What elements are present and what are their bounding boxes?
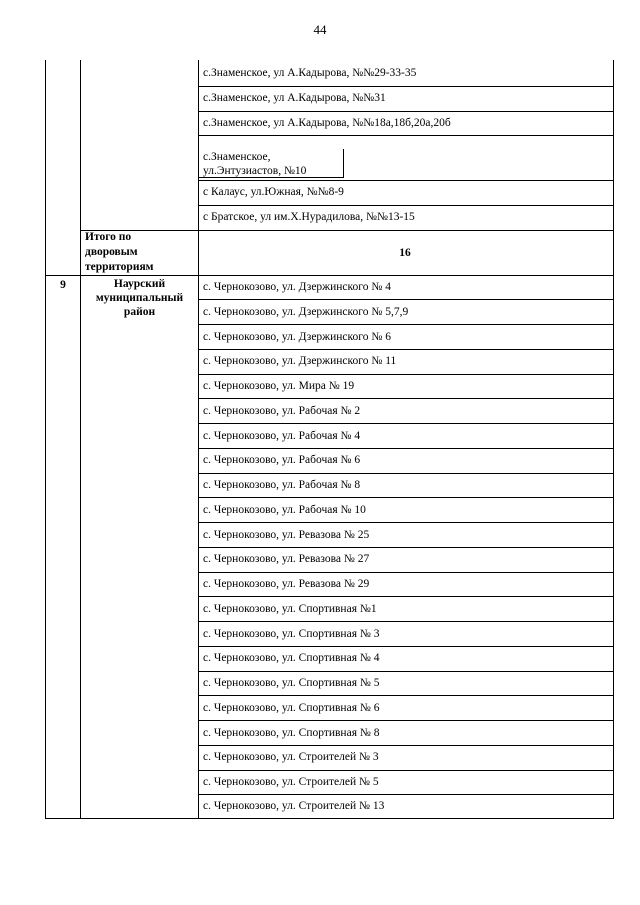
district-name: Наурский (113, 278, 166, 290)
address-cell: с. Чернокозово, ул. Дзержинского № 6 (203, 331, 391, 343)
row-divider (198, 448, 614, 449)
table-border-bottom (45, 818, 614, 819)
row-divider (198, 473, 614, 474)
row-divider (198, 596, 614, 597)
column-divider-1 (80, 60, 81, 818)
address-cell: с. Чернокозово, ул. Ревазова № 25 (203, 529, 370, 541)
row-divider (198, 572, 614, 573)
row-divider (198, 299, 614, 300)
address-cell: с. Чернокозово, ул. Спортивная № 6 (203, 702, 380, 714)
address-cell: с. Чернокозово, ул. Ревазова № 29 (203, 578, 370, 590)
address-cell: с Калаус, ул.Южная, №№8-9 (203, 186, 344, 198)
row-divider (198, 522, 614, 523)
page-number: 44 (313, 22, 327, 37)
total-value: 16 (399, 247, 411, 259)
row-index: 9 (60, 279, 66, 291)
address-cell: с. Чернокозово, ул. Мира № 19 (203, 380, 355, 392)
address-cell: с. Чернокозово, ул. Спортивная № 5 (203, 677, 380, 689)
table-border-right (613, 60, 614, 818)
table-border-left (45, 60, 46, 818)
section-divider (45, 275, 614, 276)
address-cell: с. Чернокозово, ул. Спортивная № 3 (203, 628, 380, 640)
row-divider (198, 621, 614, 622)
row-divider (198, 423, 614, 424)
address-cell: с. Чернокозово, ул. Рабочая № 8 (203, 479, 361, 491)
total-label: дворовым (85, 246, 138, 258)
row-divider (198, 770, 614, 771)
row-divider (198, 349, 614, 350)
row-divider (198, 86, 614, 87)
row-divider (198, 180, 614, 181)
row-divider (198, 497, 614, 498)
address-cell: с. Чернокозово, ул. Спортивная № 8 (203, 727, 380, 739)
row-divider (198, 398, 614, 399)
row-divider (198, 720, 614, 721)
address-cell: с.Знаменское, ул А.Кадырова, №№31 (203, 92, 386, 104)
district-name: район (123, 306, 156, 318)
district-name: муниципальный (95, 292, 184, 304)
address-cell: с. Чернокозово, ул. Строителей № 13 (203, 800, 385, 812)
total-label: территориям (85, 261, 154, 273)
address-cell: с. Чернокозово, ул. Дзержинского № 5,7,9 (203, 306, 409, 318)
row-divider (198, 324, 614, 325)
row-divider (198, 547, 614, 548)
row-divider (198, 135, 614, 136)
address-cell: с. Чернокозово, ул. Дзержинского № 11 (203, 355, 397, 367)
row-divider (198, 111, 614, 112)
row-divider (198, 794, 614, 795)
row-divider (198, 646, 614, 647)
address-cell: с. Чернокозово, ул. Строителей № 5 (203, 776, 379, 788)
address-cell: с. Чернокозово, ул. Рабочая № 2 (203, 405, 361, 417)
address-cell: с. Чернокозово, ул. Строителей № 3 (203, 751, 379, 763)
row-divider (80, 230, 614, 231)
address-cell: с. Чернокозово, ул. Спортивная №1 (203, 603, 377, 615)
address-cell: с. Чернокозово, ул. Дзержинского № 4 (203, 281, 391, 293)
address-cell: ул.Энтузиастов, №10 (203, 165, 307, 177)
address-cell: с.Знаменское, ул А.Кадырова, №№18а,18б,20а,20б (203, 117, 451, 129)
address-cell: с. Чернокозово, ул. Ревазова № 27 (203, 553, 370, 565)
address-cell: с Братское, ул им.Х.Нурадилова, №№13-15 (203, 211, 415, 223)
address-cell: с. Чернокозово, ул. Рабочая № 10 (203, 504, 366, 516)
address-cell: с.Знаменское, ул А.Кадырова, №№29-33-35 (203, 67, 417, 79)
address-cell: с. Чернокозово, ул. Рабочая № 6 (203, 454, 361, 466)
row-divider (198, 745, 614, 746)
row-divider (198, 671, 614, 672)
address-cell: с. Чернокозово, ул. Рабочая № 4 (203, 430, 361, 442)
address-cell: с. Чернокозово, ул. Спортивная № 4 (203, 652, 380, 664)
row-divider (198, 374, 614, 375)
row-divider (198, 205, 614, 206)
total-label: Итого по (85, 231, 132, 243)
row-divider (198, 695, 614, 696)
address-cell: с.Знаменское, (203, 151, 271, 163)
